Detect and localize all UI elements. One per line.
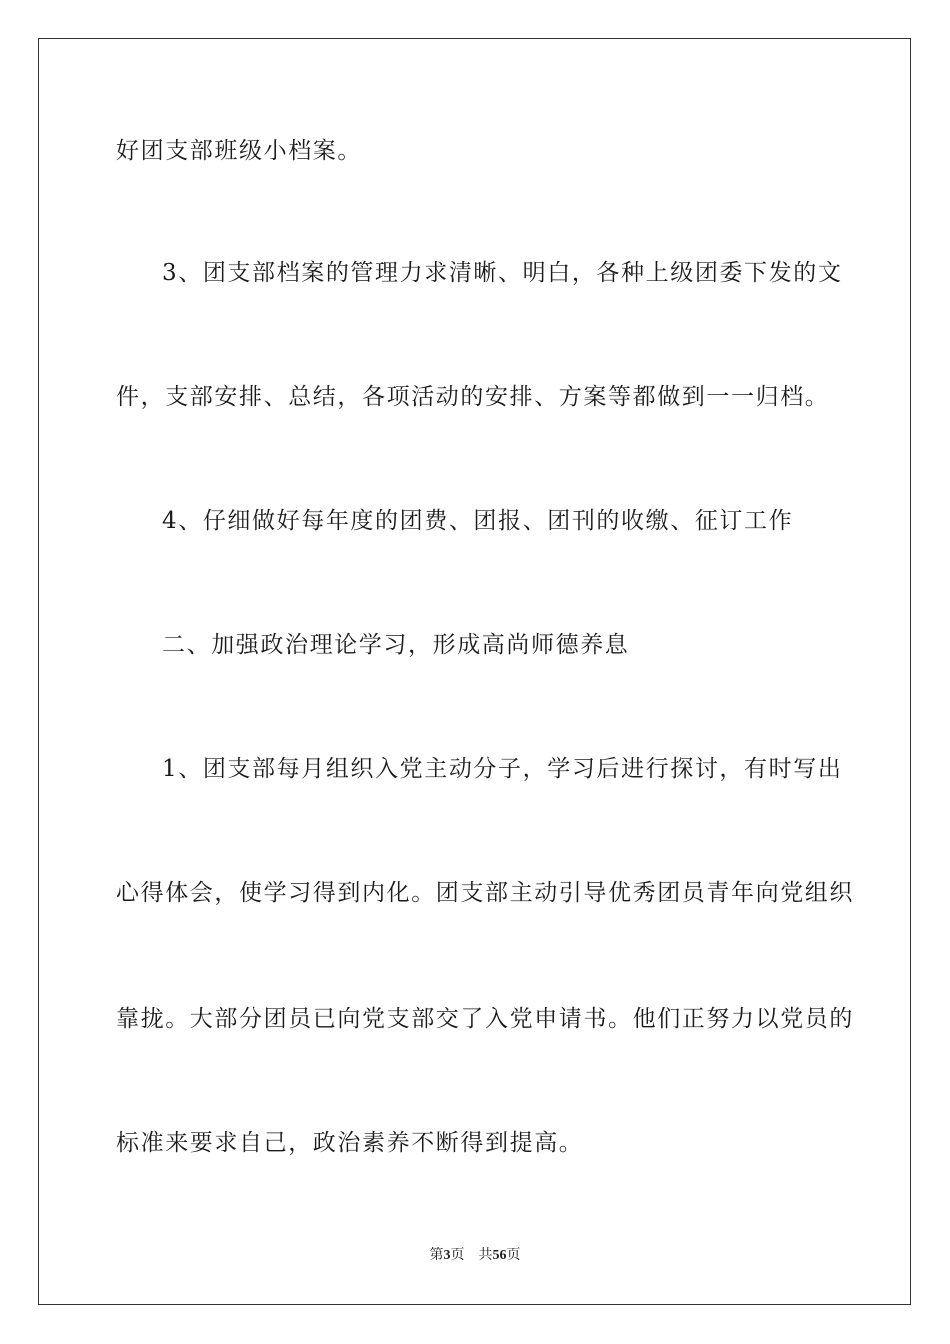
page-suffix: 页 bbox=[450, 1248, 465, 1263]
page-frame bbox=[38, 38, 911, 1305]
page-number: 3 bbox=[443, 1248, 451, 1263]
page-prefix: 第 bbox=[429, 1248, 444, 1263]
page-footer bbox=[0, 1247, 950, 1265]
section-heading: 二、加强政治理论学习，形成高尚师德养息 bbox=[162, 632, 630, 658]
paragraph-line: 件，支部安排、总结，各项活动的安排、方案等都做到一一归档。 bbox=[116, 384, 830, 410]
paragraph-line: 好团支部班级小档案。 bbox=[116, 138, 362, 164]
paragraph-line: 1、团支部每月组织入党主动分子，学习后进行探讨，有时写出 bbox=[162, 756, 843, 782]
total-suffix: 页 bbox=[506, 1248, 521, 1263]
total-pages: 56 bbox=[492, 1248, 507, 1263]
paragraph-line: 3、团支部档案的管理力求清晰、明白，各种上级团委下发的文 bbox=[162, 260, 843, 286]
total-prefix: 共 bbox=[478, 1248, 493, 1263]
paragraph-line: 标准来要求自己，政治素养不断得到提高。 bbox=[116, 1130, 584, 1156]
paragraph-line: 靠拢。大部分团员已向党支部交了入党申请书。他们正努力以党员的 bbox=[116, 1006, 854, 1032]
paragraph-line: 4、仔细做好每年度的团费、团报、团刊的收缴、征订工作 bbox=[162, 508, 794, 534]
paragraph-line: 心得体会，使学习得到内化。团支部主动引导优秀团员青年向党组织 bbox=[116, 880, 854, 906]
